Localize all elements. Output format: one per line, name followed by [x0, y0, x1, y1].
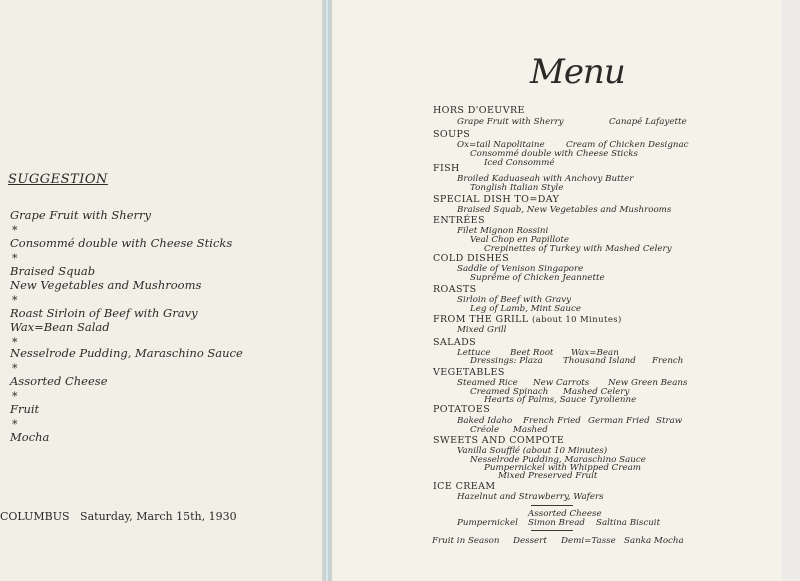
- suggestion-item: Grape Fruit with Sherry: [10, 208, 151, 222]
- menu-item: Straw: [656, 416, 683, 426]
- section-salads: SALADS: [433, 337, 477, 348]
- footer-text: COLUMBUS Saturday, March 15th, 1930: [0, 510, 237, 523]
- binding-ribbon: [322, 0, 332, 581]
- separator-star: *: [12, 390, 18, 403]
- menu-item: Braised Squab, New Vegetables and Mushrooms: [457, 205, 672, 215]
- menu-item: Hearts of Palms, Sauce Tyrolienne: [484, 395, 637, 405]
- separator-star: *: [12, 362, 18, 375]
- menu-item: Mashed Celery: [563, 387, 630, 397]
- menu-item: French Fried: [523, 416, 581, 426]
- menu-item: Creamed Spinach: [470, 387, 549, 397]
- section-fish: FISH: [433, 163, 460, 174]
- menu-item: Hazelnut and Strawberry, Wafers: [457, 492, 604, 502]
- menu-item: Crepinettes of Turkey with Mashed Celery: [484, 244, 672, 254]
- grill-note: (about 10 Minutes): [532, 315, 622, 325]
- menu-item: Créole: [470, 425, 500, 435]
- suggestion-item: Nesselrode Pudding, Maraschino Sauce: [10, 346, 243, 360]
- section-entrees: ENTRÉES: [433, 215, 485, 226]
- menu-item: Baked Idaho: [457, 416, 513, 426]
- menu-item: Wax=Bean: [571, 348, 619, 358]
- menu-item: Mixed Grill: [457, 325, 507, 335]
- menu-item: Assorted Cheese: [528, 509, 602, 519]
- separator-star: *: [12, 294, 18, 307]
- section-special: SPECIAL DISH TO=DAY: [433, 194, 560, 205]
- section-sweets: SWEETS AND COMPOTE: [433, 435, 565, 446]
- menu-item: Filet Mignon Rossini: [457, 226, 549, 236]
- section-vegetables: VEGETABLES: [433, 367, 505, 378]
- menu-item: Veal Chop en Papillote: [470, 235, 570, 245]
- menu-item: Cream of Chicken Designac: [566, 140, 689, 150]
- menu-item: Sanka Mocha: [624, 536, 684, 546]
- menu-item: Nesselrode Pudding, Maraschino Sauce: [470, 455, 646, 465]
- separator-star: *: [12, 336, 18, 349]
- menu-item: Demi=Tasse: [561, 536, 616, 546]
- section-cold-dishes: COLD DISHES: [433, 253, 510, 264]
- menu-item: Consommé double with Cheese Sticks: [470, 149, 638, 159]
- section-hors-doeuvre: HORS D'OEUVRE: [433, 105, 525, 116]
- menu-item: Steamed Rice: [457, 378, 518, 388]
- menu-item: Fruit in Season: [432, 536, 500, 546]
- menu-item: Iced Consommé: [484, 158, 555, 168]
- menu-item: Tonglish Italian Style: [470, 183, 564, 193]
- divider: [531, 530, 573, 531]
- menu-item: New Green Beans: [608, 378, 688, 388]
- menu-item: New Carrots: [533, 378, 590, 388]
- menu-item: German Fried: [588, 416, 650, 426]
- menu-item: Suprême of Chicken Jeannette: [470, 273, 605, 283]
- separator-star: *: [12, 418, 18, 431]
- grill-heading: FROM THE GRILL: [433, 314, 529, 325]
- separator-star: *: [12, 224, 18, 237]
- suggestion-item: Fruit: [10, 402, 40, 416]
- suggestion-item: Roast Sirloin of Beef with Gravy: [10, 306, 198, 320]
- menu-item: Grape Fruit with Sherry: [457, 117, 564, 127]
- page-edge: [782, 0, 800, 581]
- section-roasts: ROASTS: [433, 284, 477, 295]
- menu-item: Leg of Lamb, Mint Sauce: [470, 304, 581, 314]
- menu-item: French: [652, 356, 684, 366]
- menu-item: Ox=tail Napolitaine: [457, 140, 545, 150]
- section-grill: [433, 314, 622, 325]
- menu-item: Broiled Kaduaseah with Anchovy Butter: [457, 174, 634, 184]
- suggestion-item: Assorted Cheese: [10, 374, 108, 388]
- menu-item: Pumpernickel with Whipped Cream: [484, 463, 642, 473]
- voyage-footer: [0, 510, 237, 523]
- divider: [531, 505, 573, 506]
- menu-item: Sirloin of Beef with Gravy: [457, 295, 572, 305]
- section-potatoes: POTATOES: [433, 404, 491, 415]
- menu-title: Menu: [530, 52, 625, 92]
- suggestion-item: Braised Squab: [10, 264, 96, 278]
- menu-item: Vanilla Soufflé (about 10 Minutes): [457, 446, 608, 456]
- section-ice-cream: ICE CREAM: [433, 481, 496, 492]
- menu-item: Beet Root: [510, 348, 554, 358]
- suggestion-item: Wax=Bean Salad: [10, 320, 110, 334]
- menu-item: Simon Bread: [528, 518, 585, 528]
- menu-item: Saddle of Venison Singapore: [457, 264, 584, 274]
- menu-item: Mashed: [513, 425, 548, 435]
- menu-item: Thousand Island: [563, 356, 636, 366]
- menu-item: Canapé Lafayette: [609, 117, 687, 127]
- menu-item: Pumpernickel: [457, 518, 518, 528]
- menu-item: Saltina Biscuit: [596, 518, 661, 528]
- suggestion-item: Mocha: [10, 430, 50, 444]
- section-soups: SOUPS: [433, 129, 471, 140]
- menu-item: Dressings: Plaza: [470, 356, 543, 366]
- suggestion-item: Consommé double with Cheese Sticks: [10, 236, 233, 250]
- suggestion-heading: SUGGESTION: [8, 172, 108, 187]
- separator-star: *: [12, 252, 18, 265]
- suggestion-item: New Vegetables and Mushrooms: [10, 278, 202, 292]
- menu-item: Dessert: [513, 536, 547, 546]
- menu-item: Mixed Preserved Fruit: [498, 471, 598, 481]
- menu-item: Lettuce: [457, 348, 491, 358]
